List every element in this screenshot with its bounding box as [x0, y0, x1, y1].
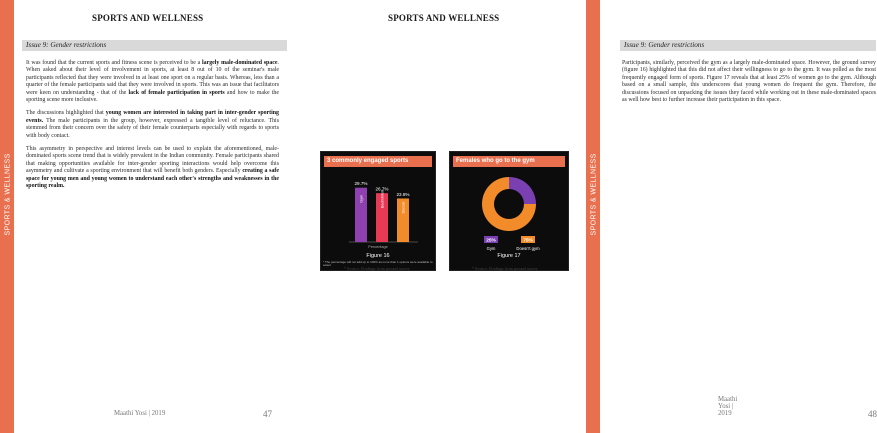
slice-value-label: 75% [523, 238, 533, 244]
figure-17 [449, 151, 569, 271]
page-title: SPORTS AND WELLNESS [388, 13, 500, 23]
slice-category-label: Doesn't gym [516, 246, 540, 251]
figure-title: 3 commonly engaged sports [324, 156, 432, 167]
issue-heading: Issue 9: Gender restrictions [22, 40, 287, 51]
figure-caption: Figure 17 [497, 253, 521, 259]
bar-category-label: Soccer [401, 201, 406, 214]
donut-chart [450, 170, 568, 258]
page-47 [0, 0, 300, 433]
bar-category-label: Gym [359, 194, 364, 203]
text-run: It was found that the current sports and fitness scene is perceived to be a [26, 60, 203, 66]
axis-label: Percentage [368, 245, 388, 249]
issue-heading: Issue 9: Gender restrictions [620, 40, 876, 51]
page-title: SPORTS AND WELLNESS [92, 13, 204, 23]
bold-text: creating a safe space for young men and young women to understand each other's strengths and weaknesses in the sporting realm. [26, 168, 279, 190]
text-run: The discussions highlighted that [26, 110, 106, 117]
paragraph [26, 146, 279, 190]
bar-value-label: 29.7% [354, 181, 368, 187]
figure-16 [320, 151, 436, 271]
body-text [26, 60, 279, 197]
figure-title: Females who go to the gym [453, 156, 565, 167]
footer-publication: Maathi Yosi | 2019 [114, 410, 166, 417]
figure-caption: Figure 16 [366, 253, 390, 259]
text-run: and how to make the sporting scene more inclusive. [26, 89, 279, 104]
section-side-label: SPORTS & WELLNESS [4, 153, 12, 236]
footer-publication: Maathi Yosi | 2019 [718, 396, 738, 417]
page-number: 47 [263, 409, 272, 419]
text-run: . When asked about their level of involvement in sports, at least 8 out of 10 of the seminar's male participants reflected that they were involved in at least one sport on a regular basis. Whereas, less than a quarter of the female participants said that they were involved in sports. This was an issue that facilitators were keen on understanding - that of the [26, 60, 279, 96]
text-run: This asymmetry in perspective and interest levels can be used to explain the aforementioned, male-dominated sports scene trend that is widely prevalent in the Indian community. Female participants shared that making opportunities available for inter-gender sporting interactions would help overcome this asymmetry and cultivate a sporting environment that will benefit both genders. Especially [26, 146, 279, 175]
bold-text: largely male-dominated space [202, 60, 278, 66]
bold-text: young women are interested in taking part in inter-gender sporting events. [26, 110, 279, 124]
bar-value-label: 26.7% [375, 186, 389, 192]
text-run: The male participants in the group, however, expressed a tangible level of reluctance. This stemmed from their concern over the safety of their female counterparts especially with regards to sports with body contact. [26, 117, 279, 139]
slice-value-label: 25% [486, 238, 496, 244]
bar-value-label: 23.8% [396, 191, 410, 197]
donut-slice [509, 177, 536, 204]
figure-source-note: * Source: Findings from ground survey [344, 266, 410, 271]
bold-text: lack of female participation in sports [128, 89, 225, 96]
slice-category-label: Gym [486, 246, 496, 251]
paragraph [622, 60, 876, 104]
paragraph [26, 110, 279, 140]
figure-note: * The percentage will not add up to 100% as more than 1 options were available to select [323, 259, 433, 268]
bar-chart [321, 170, 435, 250]
text-run: Participants, similarly, perceived the gym as a largely male-dominated space. However, the ground survey (figure 16) highlighted that this did not affect their willingness to go to the gym. It was polled as the most frequently engaged form of sports. Figure 17 reveals that at least 25% of women go to the gym. Although based on a small sample, this underscores that young women do frequent the gym. Therefore, the discussions focused on unpacking the issues they faced while working out in these male-dominated spaces as well how best to further increase their participation in this space. [622, 60, 876, 104]
body-text [622, 60, 876, 110]
figure-source-note: * Source: Findings from ground survey [472, 266, 538, 271]
page-number: 48 [868, 409, 877, 419]
bar-category-label: Badminton [380, 190, 385, 209]
paragraph [26, 60, 279, 104]
section-side-label: SPORTS & WELLNESS [590, 153, 598, 236]
